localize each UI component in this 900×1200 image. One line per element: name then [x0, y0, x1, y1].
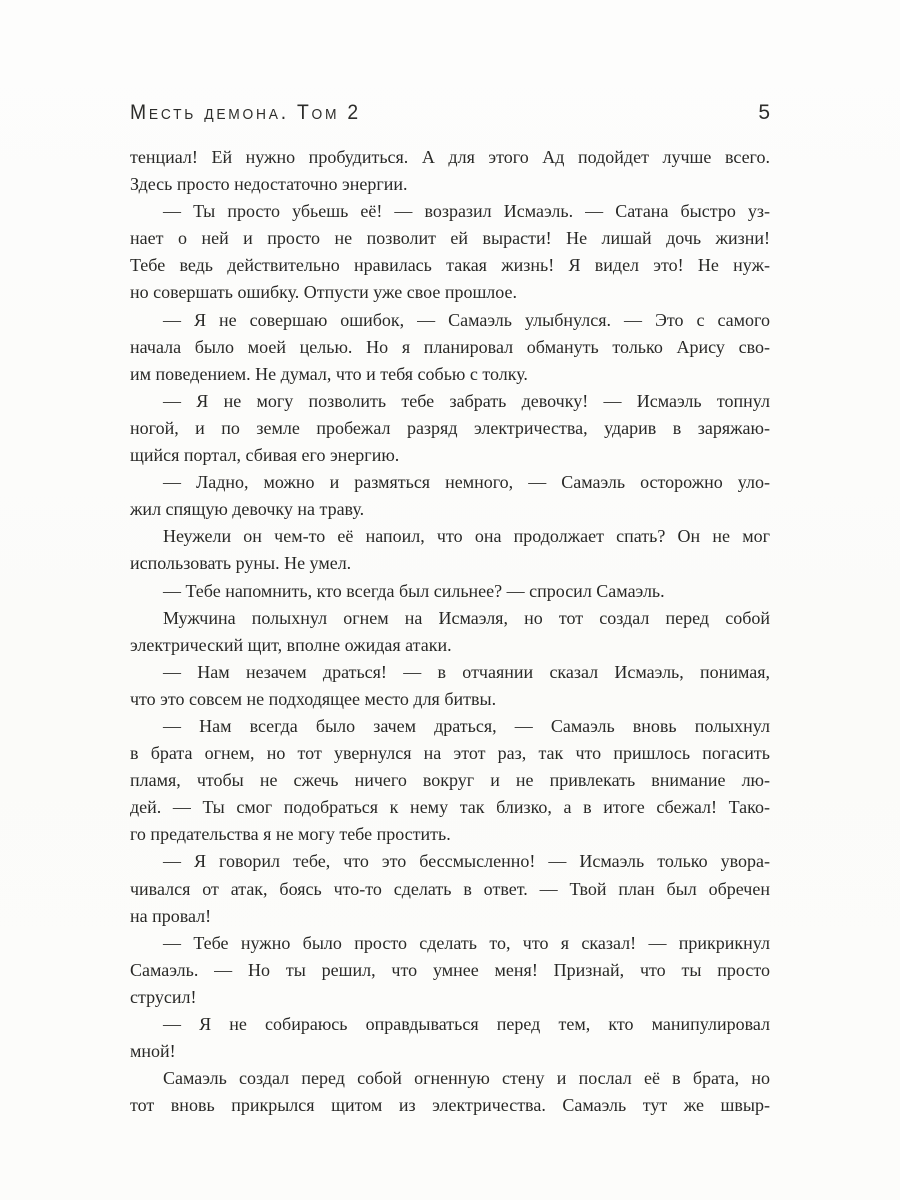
paragraph: [130, 469, 770, 523]
text-line: — Я говорил тебе, что это бессмысленно! — Исмаэль только увора-: [163, 851, 770, 872]
paragraph: [130, 523, 770, 577]
text-line: ногой, и по земле пробежал разряд электричества, ударив в заряжаю-: [130, 417, 770, 438]
paragraph: [130, 605, 770, 659]
paragraph: [130, 930, 770, 1011]
text-line: Самаэль создал перед собой огненную стену и послал её в брата, но: [163, 1068, 770, 1089]
text-line: Неужели он чем-то её напоил, что она продолжает спать? Он не мог: [163, 526, 770, 547]
running-title: Месть демона. Том 2: [130, 101, 361, 124]
text-line: использовать руны. Не умел.: [130, 553, 352, 574]
text-line: на провал!: [130, 905, 212, 926]
text-line: чивался от атак, боясь что-то сделать в ответ. — Твой план был обречен: [130, 878, 770, 899]
text-line: мной!: [130, 1041, 176, 1062]
paragraph: [130, 144, 770, 198]
text-line: го предательства я не могу тебе простить.: [130, 824, 451, 845]
paragraph: [130, 848, 770, 929]
paragraph: [130, 578, 770, 605]
text-line: Мужчина полыхнул огнем на Исмаэля, но тот создал перед собой: [163, 607, 770, 628]
text-block: [130, 144, 770, 1119]
paragraph: [130, 713, 770, 848]
text-line: начала было моей целью. Но я планировал обмануть только Арису сво-: [130, 336, 770, 357]
text-line: — Я не совершаю ошибок, — Самаэль улыбнулся. — Это с самого: [163, 309, 770, 330]
paragraph: [130, 198, 770, 306]
text-line: тенциал! Ей нужно пробудиться. А для этого Ад подойдет лучше всего.: [130, 147, 770, 167]
text-line: Здесь просто недостаточно энергии.: [130, 174, 408, 195]
text-line: — Нам всегда было зачем драться, — Самаэль вновь полыхнул: [163, 715, 770, 736]
running-head: [130, 101, 770, 125]
text-line: — Я не могу позволить тебе забрать девочку! — Исмаэль топнул: [163, 390, 770, 411]
text-line: — Нам незачем драться! — в отчаянии сказал Исмаэль, понимая,: [163, 661, 770, 682]
text-line: Самаэль. — Но ты решил, что умнее меня! Признай, что ты просто: [130, 959, 770, 980]
text-line: им поведением. Не думал, что и тебя собью с толку.: [130, 363, 528, 384]
paragraph: [130, 388, 770, 469]
text-line: струсил!: [130, 986, 197, 1007]
paragraph: [130, 1011, 770, 1065]
text-line: — Я не собираюсь оправдываться перед тем, кто манипулировал: [163, 1014, 770, 1034]
text-line: что это совсем не подходящее место для битвы.: [130, 688, 497, 709]
text-line: но совершать ошибку. Отпусти уже свое прошлое.: [130, 282, 517, 303]
text-line: щийся портал, сбивая его энергию.: [130, 445, 400, 466]
text-line: Тебе ведь действительно нравилась такая жизнь! Я видел это! Не нуж-: [130, 255, 770, 276]
paragraph: [130, 307, 770, 388]
text-line: дей. — Ты смог подобраться к нему так близко, а в итоге сбежал! Тако-: [130, 797, 770, 818]
paragraph: [130, 659, 770, 713]
text-line: жил спящую девочку на траву.: [130, 499, 365, 520]
page-number: 5: [758, 101, 770, 124]
text-line: пламя, чтобы не сжечь ничего вокруг и не привлекать внимание лю-: [130, 770, 770, 791]
text-line: — Тебе напомнить, кто всегда был сильнее? — спросил Самаэль.: [163, 580, 665, 601]
text-line: тот вновь прикрылся щитом из электричества. Самаэль тут же швыр-: [130, 1095, 770, 1116]
text-line: — Тебе нужно было просто сделать то, что я сказал! — прикрикнул: [163, 932, 770, 953]
text-line: — Ты просто убьешь её! — возразил Исмаэль. — Сатана быстро уз-: [163, 201, 770, 222]
text-line: нает о ней и просто не позволит ей вырасти! Не лишай дочь жизни!: [130, 228, 770, 249]
text-line: электрический щит, вполне ожидая атаки.: [130, 634, 452, 655]
text-line: в брата огнем, но тот увернулся на этот раз, так что пришлось погасить: [130, 743, 770, 764]
paragraph: [130, 1065, 770, 1119]
text-line: — Ладно, можно и размяться немного, — Самаэль осторожно уло-: [163, 472, 770, 493]
